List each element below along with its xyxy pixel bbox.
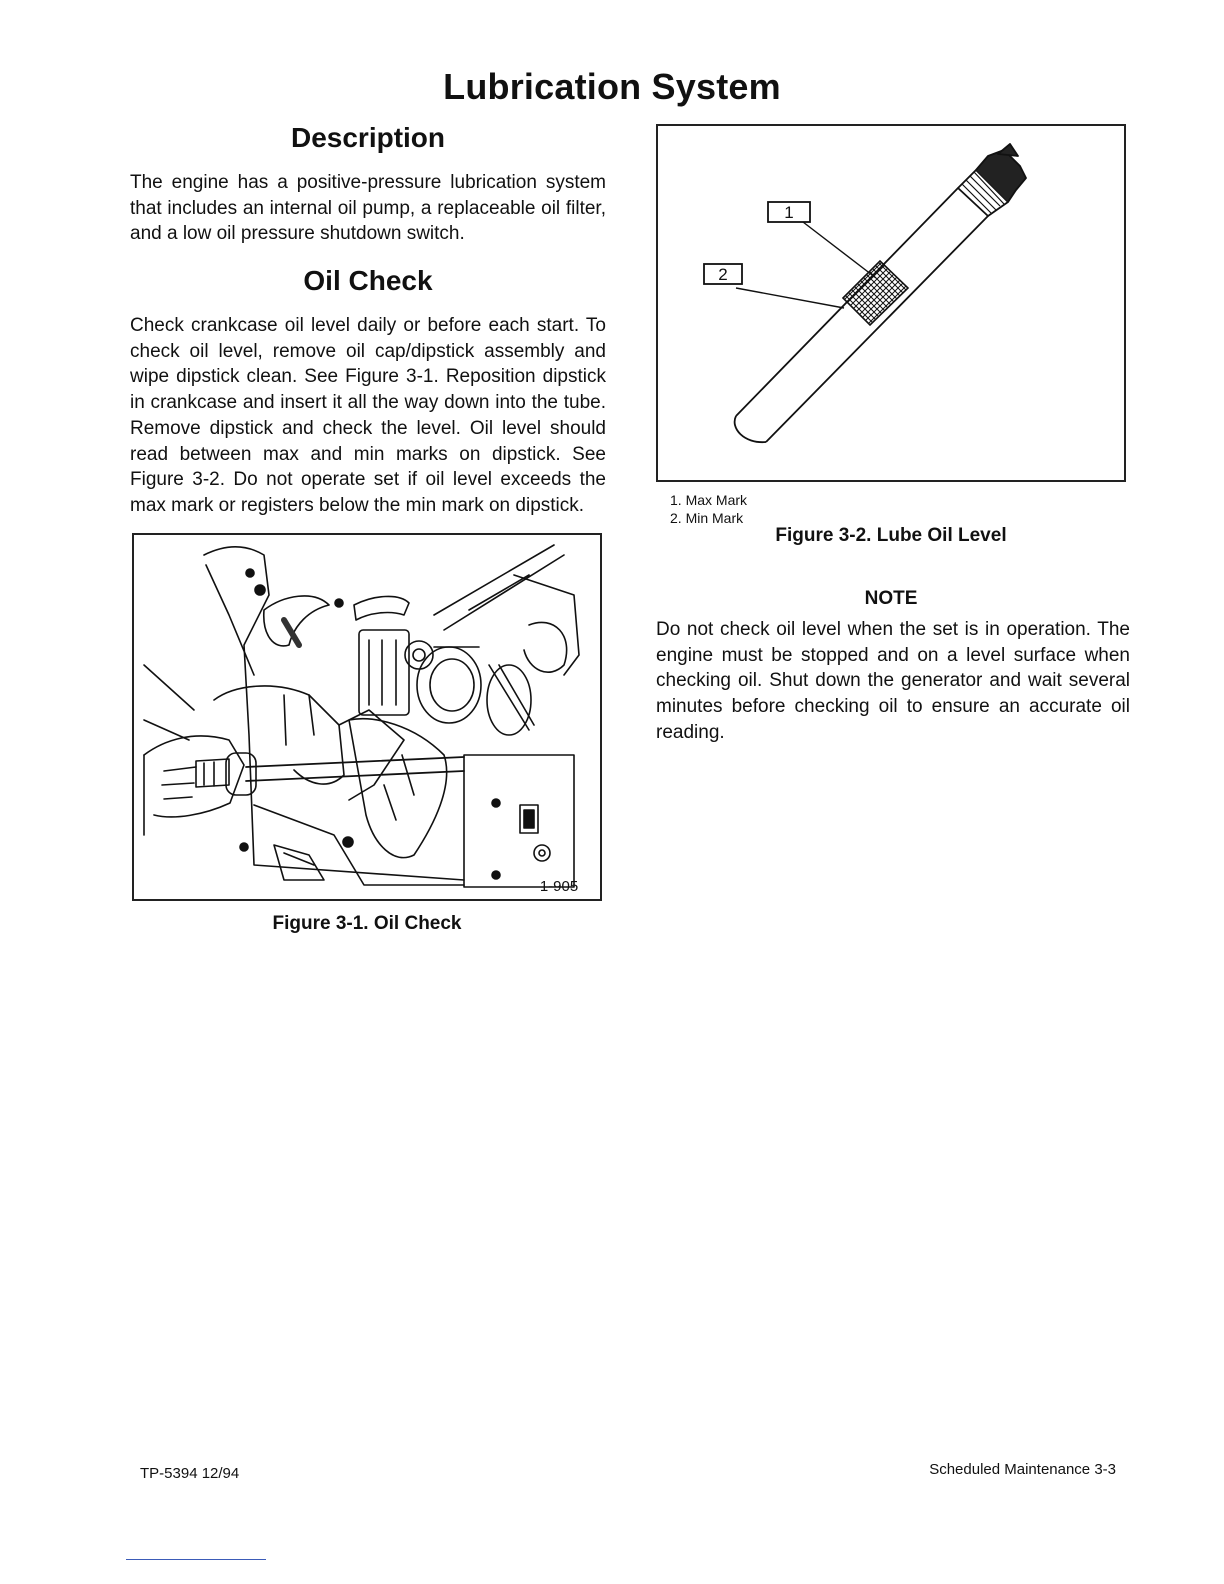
footer-section-page: Scheduled Maintenance 3-3: [929, 1461, 1116, 1478]
bottom-rule: [126, 1559, 266, 1560]
figure-3-1-box: [132, 533, 602, 901]
oil-check-heading: Oil Check: [303, 265, 433, 296]
legend-min-mark: 2. Min Mark: [670, 510, 744, 526]
legend-max-mark: 1. Max Mark: [670, 492, 748, 508]
page-title: Lubrication System: [443, 66, 781, 107]
callout-2-label: 2: [718, 265, 728, 284]
note-text: Do not check oil level when the set is in operation. The engine must be stopped and on a level surface when checking oil. Shut down the generator and wait several minutes before checking oil to ensure an accurate oil reading.: [656, 619, 1130, 743]
description-heading: Description: [290, 122, 446, 153]
oil-check-illustration: [134, 535, 600, 899]
figure-3-2-caption: Figure 3-2. Lube Oil Level: [775, 525, 1007, 546]
oil-check-text: Check crankcase oil level daily or before each start. To check oil level, remove oil cap/dipstick assembly and wipe dipstick clean. See Figure 3-1. Reposition dipstick in crankcase and insert it all the way down into the tube. Remove dipstick and check the level. Oil level should read between max and min marks on dipstick. See Figure 3-2. Do not operate set if oil level exceeds the max mark or registers below the min mark on dipstick.: [130, 315, 606, 516]
description-text: The engine has a positive-pressure lubrication system that includes an internal oil pump, a replaceable oil filter, and a low oil pressure shutdown switch.: [130, 172, 606, 245]
note-heading: NOTE: [864, 588, 918, 609]
figure-ref-label: 1-905: [539, 878, 579, 895]
footer-doc-id: TP-5394 12/94: [140, 1465, 240, 1482]
figure-3-2-box: [656, 124, 1126, 482]
callout-1-label: 1: [784, 203, 794, 222]
dipstick-illustration: [658, 126, 1124, 480]
figure-3-1-caption: Figure 3-1. Oil Check: [272, 913, 462, 934]
